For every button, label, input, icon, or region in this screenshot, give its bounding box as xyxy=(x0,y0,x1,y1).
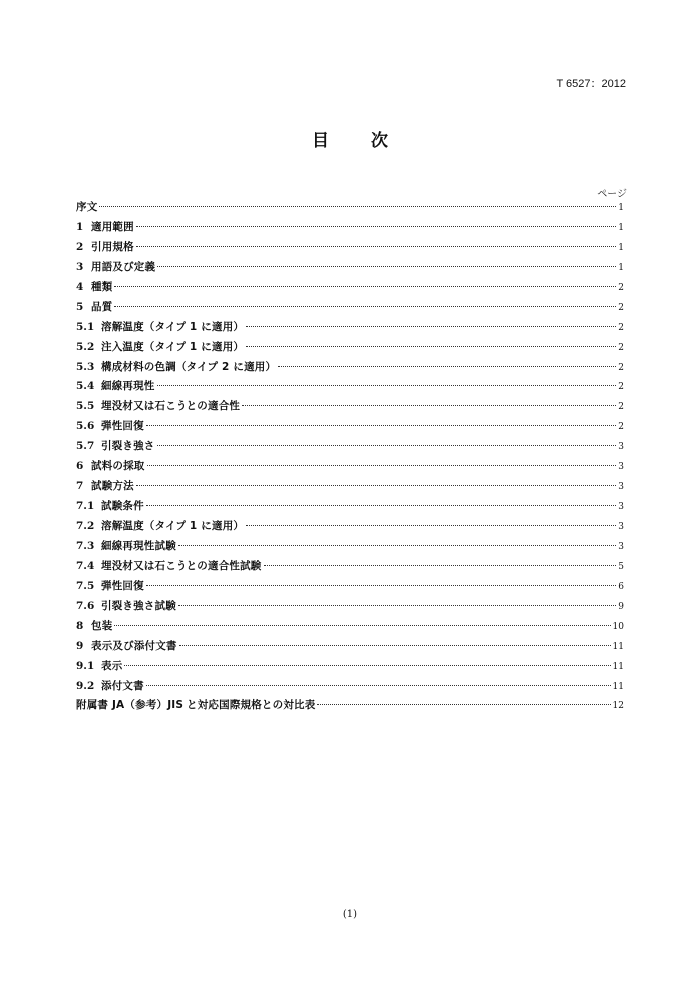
toc-entry-page: 6 xyxy=(618,581,624,592)
toc-dot-leader xyxy=(178,605,616,606)
toc-entry-number: 7.1 xyxy=(76,500,95,513)
toc-entry-label: 埋没材又は石こうとの適合性 xyxy=(101,400,241,413)
toc-entry-label: 序文 xyxy=(76,201,98,213)
toc-entry-label: 品質 xyxy=(91,300,113,313)
toc-entry-page: 11 xyxy=(612,681,624,692)
standard-number: T 6527：2012 xyxy=(556,78,626,90)
toc-entry-page: 3 xyxy=(618,482,624,493)
toc-dot-leader xyxy=(114,286,616,287)
toc-entry-number: 2 xyxy=(76,240,84,253)
toc-entry[interactable] xyxy=(76,578,624,598)
toc-entry[interactable] xyxy=(76,538,624,558)
toc-dot-leader xyxy=(124,665,610,666)
toc-entry-page: 12 xyxy=(612,701,624,712)
toc-dot-leader xyxy=(114,306,616,307)
toc-entry[interactable] xyxy=(76,359,624,379)
toc-entry-number: 5.7 xyxy=(76,440,95,453)
toc-entry-page: 3 xyxy=(618,522,624,532)
toc-entry-label: 添付文書 xyxy=(101,679,144,692)
toc-entry-number: 7.3 xyxy=(76,539,95,552)
toc-entry-number: 7.2 xyxy=(76,520,95,532)
toc-dot-leader xyxy=(99,206,616,207)
toc-entry-label: 引裂き強さ試験 xyxy=(101,599,176,612)
toc-entry-page: 3 xyxy=(618,442,624,453)
toc-entry-page: 10 xyxy=(612,621,624,632)
toc-entry-number: 5.6 xyxy=(76,420,95,433)
page-number-footer: (1) xyxy=(342,909,358,920)
toc-dot-leader xyxy=(146,685,611,686)
toc-entry-page: 2 xyxy=(618,302,624,313)
toc-entry-page: 11 xyxy=(612,641,624,652)
toc-entry-number: 9 xyxy=(76,639,84,652)
toc-entry-number: 4 xyxy=(76,280,84,293)
toc-entry[interactable] xyxy=(76,279,624,299)
toc-entry-page: 1 xyxy=(618,222,624,233)
toc-entry[interactable] xyxy=(76,259,624,279)
toc-entry-label: 種類 xyxy=(91,280,113,293)
toc-entry-number: 5.3 xyxy=(76,360,95,373)
toc-entry[interactable] xyxy=(76,319,624,339)
toc-entry[interactable] xyxy=(76,598,624,618)
toc-entry-label: 注入温度（タイプ 1 に適用） xyxy=(101,340,245,353)
toc-entry-page: 1 xyxy=(618,242,624,253)
toc-dot-leader xyxy=(136,246,616,247)
toc-entry[interactable] xyxy=(76,339,624,359)
toc-dot-leader xyxy=(178,545,616,546)
toc-dot-leader xyxy=(146,585,616,586)
toc-entry[interactable] xyxy=(76,378,624,398)
toc-entry-label: 構成材料の色調（タイプ 2 に適用） xyxy=(101,360,277,373)
toc-entry-label: 引用規格 xyxy=(91,240,134,253)
toc-entry-number: 7.6 xyxy=(76,599,95,612)
table-of-contents xyxy=(76,199,624,717)
toc-entry-label: 溶解温度（タイプ 1 に適用） xyxy=(101,520,245,532)
toc-entry-label: 附属書 JA（参考）JIS と対応国際規格との対比表 xyxy=(76,699,316,712)
toc-entry-number: 8 xyxy=(76,619,84,632)
toc-entry-number: 7.5 xyxy=(76,579,95,592)
toc-dot-leader xyxy=(317,704,610,705)
toc-entry-number: 9.2 xyxy=(76,679,95,692)
toc-entry-number: 5.5 xyxy=(76,400,95,413)
toc-entry-page: 2 xyxy=(618,342,624,353)
toc-entry-page: 3 xyxy=(618,462,624,473)
toc-entry-page: 1 xyxy=(618,203,624,213)
toc-entry-page: 2 xyxy=(618,422,624,433)
toc-entry[interactable] xyxy=(76,498,624,518)
toc-entry-number: 5.2 xyxy=(76,340,95,353)
toc-entry[interactable] xyxy=(76,398,624,418)
toc-dot-leader xyxy=(146,505,616,506)
toc-entry[interactable] xyxy=(76,558,624,578)
toc-entry[interactable] xyxy=(76,518,624,538)
toc-entry-label: 溶解温度（タイプ 1 に適用） xyxy=(101,320,245,333)
toc-entry-page: 2 xyxy=(618,362,624,373)
toc-entry-number: 3 xyxy=(76,260,84,273)
toc-entry[interactable] xyxy=(76,638,624,658)
toc-dot-leader xyxy=(147,465,617,466)
toc-entry-number: 5.1 xyxy=(76,320,95,333)
toc-entry-page: 1 xyxy=(618,262,624,273)
toc-entry-number: 5.4 xyxy=(76,380,95,393)
toc-dot-leader xyxy=(157,385,617,386)
toc-dot-leader xyxy=(264,565,617,566)
toc-entry[interactable] xyxy=(76,618,624,638)
toc-entry-page: 2 xyxy=(618,282,624,293)
toc-entry-number: 5 xyxy=(76,300,84,313)
toc-entry-label: 試験方法 xyxy=(91,480,134,493)
toc-dot-leader xyxy=(157,266,616,267)
toc-dot-leader xyxy=(136,485,616,486)
page-title: 目 次 xyxy=(312,131,406,151)
toc-entry-page: 3 xyxy=(618,541,624,552)
toc-entry-number: 1 xyxy=(76,220,84,233)
toc-dot-leader xyxy=(146,425,616,426)
toc-entry[interactable] xyxy=(76,418,624,438)
toc-entry-label: 適用範囲 xyxy=(91,220,134,233)
toc-entry[interactable] xyxy=(76,678,624,698)
toc-entry-label: 細線再現性 xyxy=(101,380,155,393)
toc-dot-leader xyxy=(278,366,616,367)
toc-entry-page: 2 xyxy=(618,402,624,413)
toc-dot-leader xyxy=(242,405,616,406)
toc-entry-label: 埋没材又は石こうとの適合性試験 xyxy=(101,559,262,572)
toc-entry-label: 包装 xyxy=(91,619,113,632)
toc-entry[interactable] xyxy=(76,697,624,717)
toc-entry-page: 2 xyxy=(618,322,624,333)
toc-entry-label: 表示 xyxy=(101,659,123,672)
toc-entry[interactable] xyxy=(76,658,624,678)
toc-entry-page: 11 xyxy=(612,661,624,672)
toc-entry-label: 試料の採取 xyxy=(91,460,145,473)
toc-dot-leader xyxy=(157,445,617,446)
toc-entry[interactable] xyxy=(76,219,624,239)
toc-entry-label: 表示及び添付文書 xyxy=(91,639,177,652)
toc-entry-label: 引裂き強さ xyxy=(101,440,155,453)
toc-dot-leader xyxy=(179,645,611,646)
toc-entry-label: 弾性回復 xyxy=(101,579,144,592)
page-column-heading: ページ xyxy=(597,189,627,200)
toc-dot-leader xyxy=(246,326,616,327)
toc-entry[interactable] xyxy=(76,478,624,498)
toc-entry[interactable] xyxy=(76,438,624,458)
toc-entry-number: 9.1 xyxy=(76,659,95,672)
toc-entry-label: 用語及び定義 xyxy=(91,260,156,273)
toc-dot-leader xyxy=(246,346,616,347)
toc-entry-number: 6 xyxy=(76,460,84,473)
toc-entry-label: 細線再現性試験 xyxy=(101,539,176,552)
toc-entry-page: 2 xyxy=(618,382,624,393)
toc-entry-page: 5 xyxy=(618,561,624,572)
toc-dot-leader xyxy=(114,625,610,626)
toc-entry-number: 7.4 xyxy=(76,559,95,572)
toc-entry-number: 7 xyxy=(76,480,84,493)
toc-entry[interactable] xyxy=(76,199,624,219)
toc-entry-label: 試験条件 xyxy=(101,500,144,513)
toc-entry[interactable] xyxy=(76,458,624,478)
toc-entry-page: 9 xyxy=(618,601,624,612)
toc-entry-page: 3 xyxy=(618,502,624,513)
toc-entry[interactable] xyxy=(76,239,624,259)
toc-dot-leader xyxy=(136,226,616,227)
toc-dot-leader xyxy=(246,525,616,526)
toc-entry-label: 弾性回復 xyxy=(101,420,144,433)
toc-entry[interactable] xyxy=(76,299,624,319)
